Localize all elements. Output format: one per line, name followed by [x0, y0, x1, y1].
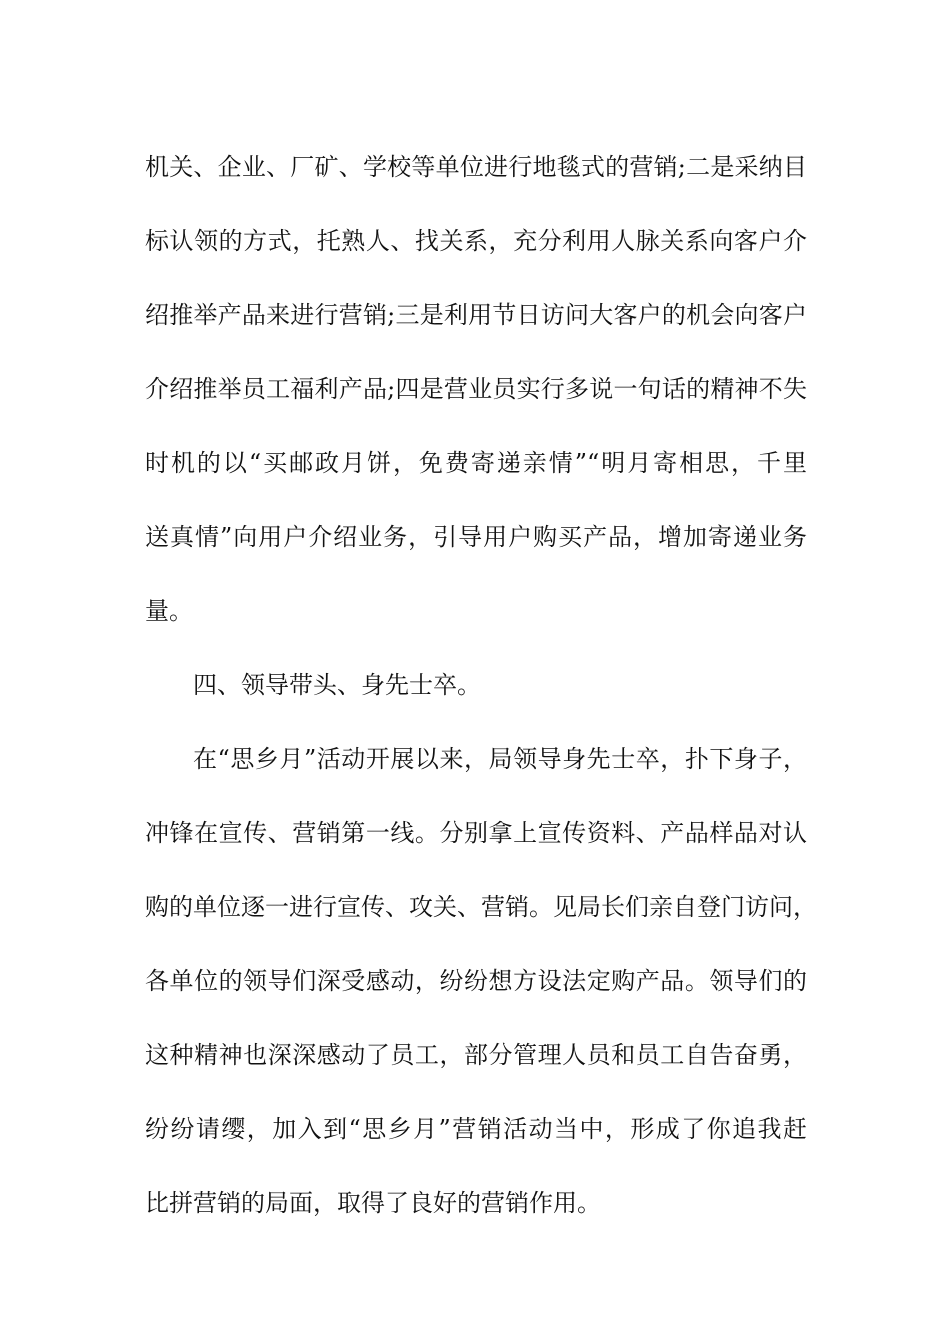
text-line-12: 各单位的领导们深受感动，纷纷想方设法定购产品。领导们的: [145, 967, 807, 995]
text-line-13: 这种精神也深深感动了员工，部分管理人员和员工自告奋勇，: [145, 1041, 807, 1069]
text-line-15: 比拼营销的局面，取得了良好的营销作用。: [145, 1189, 601, 1217]
section-heading: 四、领导带头、身先士卒。: [193, 671, 481, 699]
text-line-9: 在“思乡月”活动开展以来，局领导身先士卒，扑下身子，: [193, 745, 807, 773]
text-line-5: 时机的以“买邮政月饼，免费寄递亲情”“明月寄相思，千里: [145, 449, 807, 477]
text-line-6: 送真情”向用户介绍业务，引导用户购买产品，增加寄递业务: [145, 523, 807, 551]
text-line-4: 介绍推举员工福利产品;四是营业员实行多说一句话的精神不失: [145, 375, 807, 403]
text-line-3: 绍推举产品来进行营销;三是利用节日访问大客户的机会向客户: [145, 301, 807, 329]
text-line-2: 标认领的方式，托熟人、找关系，充分利用人脉关系向客户介: [145, 227, 807, 255]
text-line-11: 购的单位逐一进行宣传、攻关、营销。见局长们亲自登门访问，: [145, 893, 817, 921]
text-line-10: 冲锋在宣传、营销第一线。分别拿上宣传资料、产品样品对认: [145, 819, 807, 847]
text-line-7: 量。: [145, 597, 193, 625]
text-line-14: 纷纷请缨，加入到“思乡月”营销活动当中，形成了你追我赶: [145, 1115, 807, 1143]
document-body: [145, 130, 817, 1240]
text-line-1: 机关、企业、厂矿、学校等单位进行地毯式的营销;二是采纳目: [145, 153, 807, 181]
